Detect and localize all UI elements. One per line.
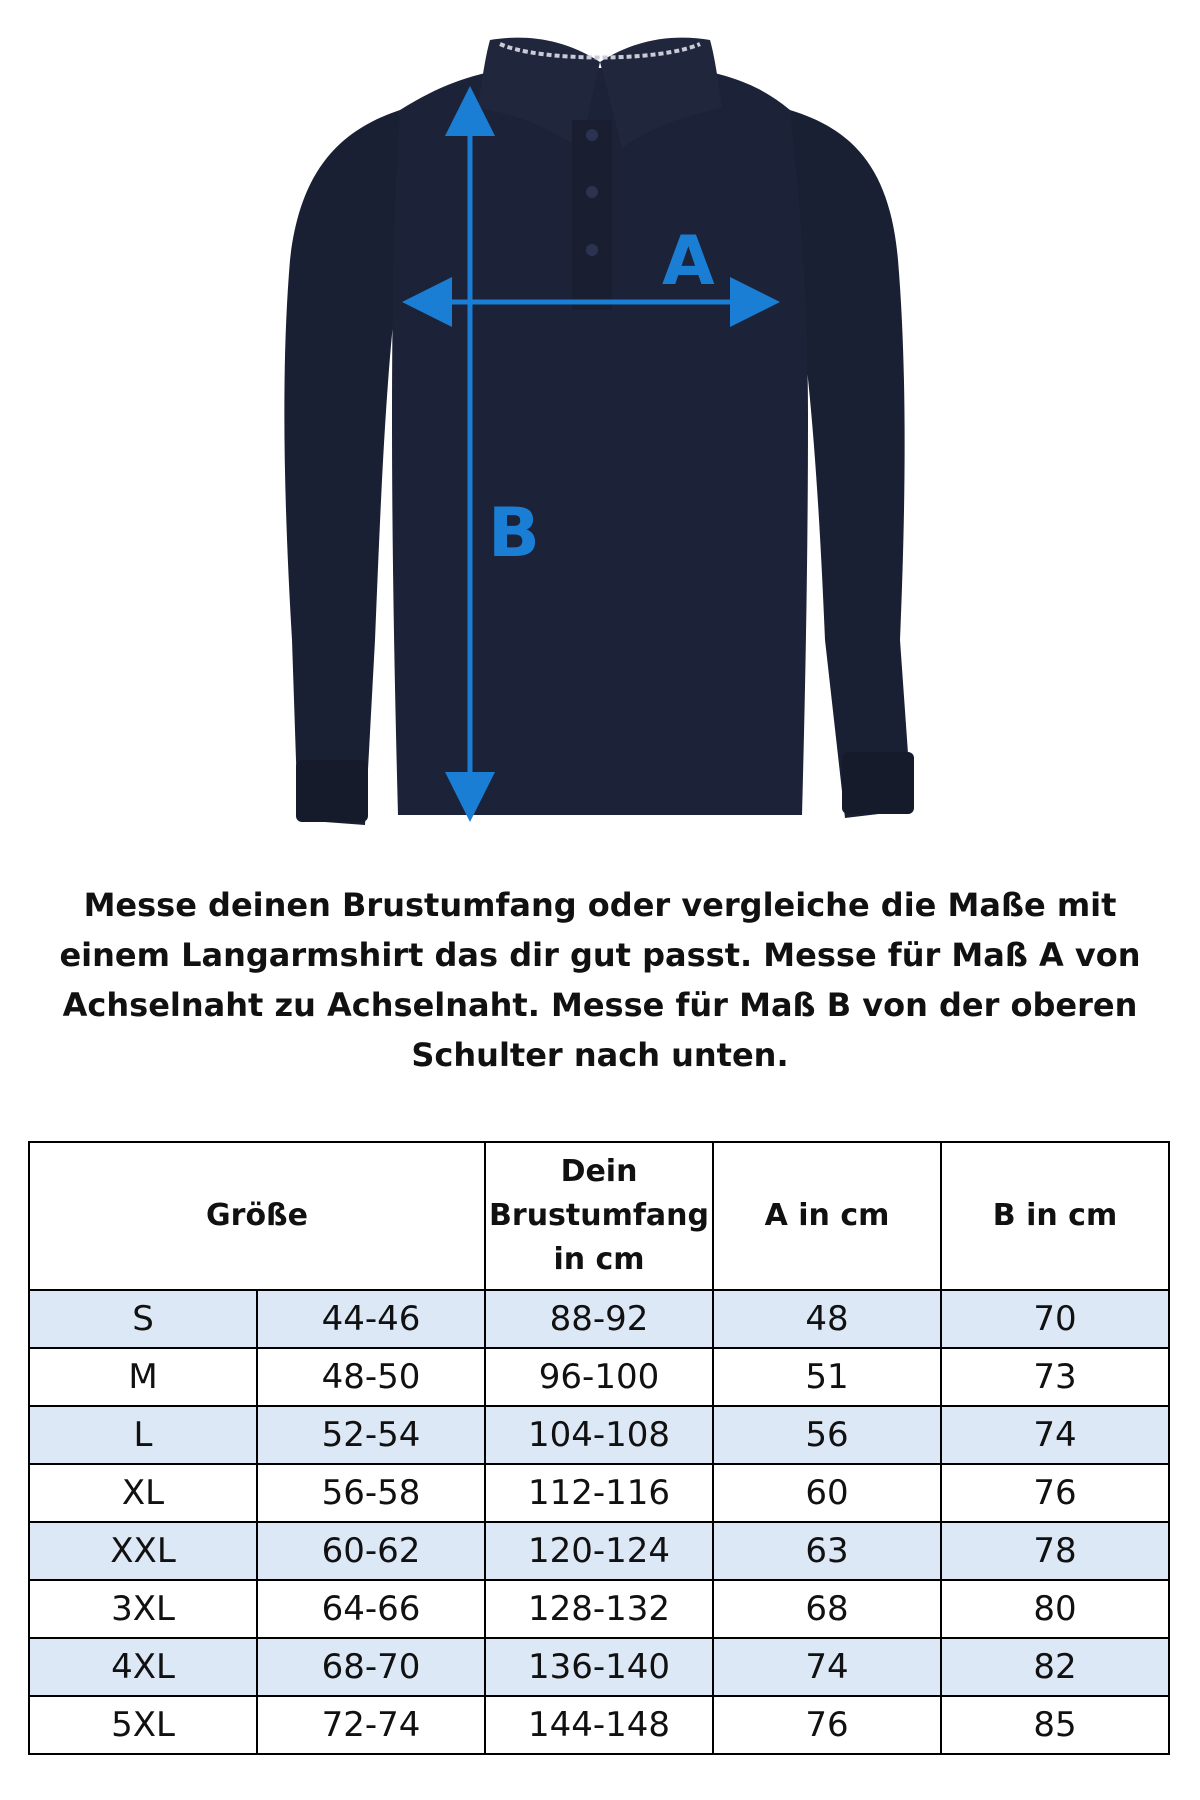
header-chest: Dein Brustumfang in cm xyxy=(485,1142,713,1290)
cell-size: XXL xyxy=(29,1522,257,1580)
header-size: Größe xyxy=(29,1142,485,1290)
cell-size: 3XL xyxy=(29,1580,257,1638)
cell-size: 4XL xyxy=(29,1638,257,1696)
shirt-diagram xyxy=(0,0,1200,850)
table-row xyxy=(29,1464,1169,1522)
placket xyxy=(572,120,612,310)
cell-b: 73 xyxy=(941,1348,1169,1406)
cell-eu-size: 68-70 xyxy=(257,1638,485,1696)
table-row xyxy=(29,1638,1169,1696)
cell-chest: 136-140 xyxy=(485,1638,713,1696)
cell-b: 80 xyxy=(941,1580,1169,1638)
cell-eu-size: 56-58 xyxy=(257,1464,485,1522)
cell-a: 48 xyxy=(713,1290,941,1348)
table-row xyxy=(29,1406,1169,1464)
right-sleeve xyxy=(790,110,912,818)
size-chart-table xyxy=(28,1141,1170,1755)
header-b: B in cm xyxy=(941,1142,1169,1290)
button-1 xyxy=(586,129,598,141)
measure-label-a: A xyxy=(662,222,715,301)
table-row xyxy=(29,1290,1169,1348)
cell-size: S xyxy=(29,1290,257,1348)
cell-eu-size: 44-46 xyxy=(257,1290,485,1348)
cell-chest: 120-124 xyxy=(485,1522,713,1580)
button-3 xyxy=(586,244,598,256)
cell-a: 51 xyxy=(713,1348,941,1406)
cell-b: 85 xyxy=(941,1696,1169,1754)
polo-shirt-image xyxy=(0,0,1200,850)
cell-size: M xyxy=(29,1348,257,1406)
table-row xyxy=(29,1348,1169,1406)
cell-eu-size: 48-50 xyxy=(257,1348,485,1406)
left-cuff xyxy=(296,760,368,822)
cell-a: 60 xyxy=(713,1464,941,1522)
table-header-row xyxy=(29,1142,1169,1290)
right-cuff xyxy=(842,752,914,814)
cell-b: 74 xyxy=(941,1406,1169,1464)
cell-chest: 144-148 xyxy=(485,1696,713,1754)
cell-chest: 96-100 xyxy=(485,1348,713,1406)
cell-size: 5XL xyxy=(29,1696,257,1754)
header-a: A in cm xyxy=(713,1142,941,1290)
cell-eu-size: 72-74 xyxy=(257,1696,485,1754)
left-sleeve xyxy=(284,110,400,825)
cell-a: 63 xyxy=(713,1522,941,1580)
cell-a: 74 xyxy=(713,1638,941,1696)
cell-eu-size: 52-54 xyxy=(257,1406,485,1464)
cell-eu-size: 64-66 xyxy=(257,1580,485,1638)
cell-b: 78 xyxy=(941,1522,1169,1580)
table-row xyxy=(29,1580,1169,1638)
cell-eu-size: 60-62 xyxy=(257,1522,485,1580)
cell-size: XL xyxy=(29,1464,257,1522)
cell-chest: 112-116 xyxy=(485,1464,713,1522)
measure-label-b: B xyxy=(488,494,540,573)
cell-a: 76 xyxy=(713,1696,941,1754)
cell-size: L xyxy=(29,1406,257,1464)
cell-chest: 104-108 xyxy=(485,1406,713,1464)
cell-chest: 88-92 xyxy=(485,1290,713,1348)
table-row xyxy=(29,1522,1169,1580)
measuring-instructions: Messe deinen Brustumfang oder vergleiche die Maße mit einem Langarmshirt das dir gut passt. Messe für Maß A von Achselnaht zu Achselnaht. Messe für Maß B von der oberen Schulter nach unten. xyxy=(59,886,1141,1074)
cell-a: 68 xyxy=(713,1580,941,1638)
cell-b: 82 xyxy=(941,1638,1169,1696)
cell-chest: 128-132 xyxy=(485,1580,713,1638)
cell-b: 70 xyxy=(941,1290,1169,1348)
cell-b: 76 xyxy=(941,1464,1169,1522)
button-2 xyxy=(586,186,598,198)
table-row xyxy=(29,1696,1169,1754)
cell-a: 56 xyxy=(713,1406,941,1464)
